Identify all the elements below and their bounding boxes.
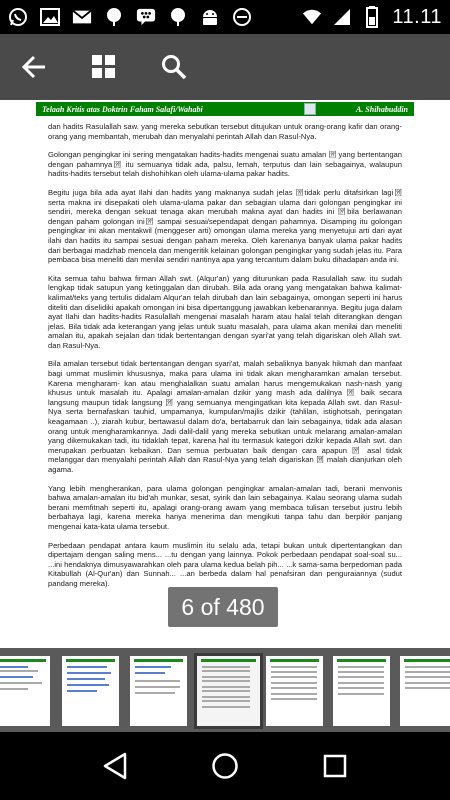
page-thumbnail[interactable] [130,656,187,726]
paragraph: Golongan pengingkar ini sering mengatakan hadits-hadits mengenai suatu amalan 圀 yang bertentangan dengan pahamnya圀 itu semuanya tidak ada, palsu, lemah, terputus dan lain sebagainya, walaupun hadits-hadits tersebut telah dishohihkan oleh ulama-ulama pakar hadits. [48,150,402,179]
grid-view-icon[interactable] [88,51,120,83]
bbm-icon [136,7,156,27]
toolbar [0,34,450,100]
wifi-icon [302,7,322,27]
home-circle-icon[interactable] [205,746,245,786]
paragraph: Begitu juga bila ada ayat Ilahi dan hadits yang maknanya sudah jelas 圀tidak perlu ditafsirkan lagi圀 serta makna ini disepakati oleh ulama-ulama pakar dan sebagian ulama dari golongan pengingkar ini sendiri, mereka dengan sekuat tenaga akan merubah makna ayat dan hadits ini 圀bila berlawanan dengan paham golongan ini圀 sampai sesuai/sependapat dengan pahamnya. Disamping itu golongan pengingkar ini akan mentakwil (menggeser arti) omongan ulama mereka yang menyetujui arti dari ayat ilahi dan hadits itu sampai sesuai dengan paham mereka. Oleh karenanya banyak ulama pakar hadits dari berbagai madzhab mencela dan mengeritik kelainan golongan pengingkar yang sudah jelas itu. Para pembaca bisa meneliti dan menilai sendiri nantinya apa yang tercantum dalam buku dihadapan anda ini. [48,187,402,265]
android-icon [200,7,220,27]
signal-icon [332,7,352,27]
no-disturb-icon [232,7,252,27]
page-body [48,122,402,598]
header-title: Telaah Kritis atas Doktrin Faham Salafi/Wahabi [42,104,203,114]
thumbnail-strip[interactable] [0,648,450,732]
page-thumbnail[interactable] [400,656,450,726]
paragraph: Kita semua tahu bahwa firman Allah swt. (Alqur'an) yang diturunkan pada Rasulallah saw. itu sudah lengkap tidak satupun yang ketinggalan dan dirubah. Bila ada orang yang mengatakan bahwa kalimat-kalimat/teks yang tertulis didalam Alqur'an telah dirubah dan lain sebagainya, omongan seperti ini harus diteliti dan diselidiki apakah omongan ini bisa dipertanggung jawabkan kebenarannya. Begitu juga dalam ayat Ilahi dan hadits-hadits Rasulallah mengenai masalah haram atau halal telah diterangkan dengan jelas. Bila tidak ada keterangan yang jelas untuk suatu masalah, para ulama akan menilai dan meneliti amalan itu, apakah sejalan dan tidak bertentangan dengan syari'at yang telah digariskan oleh Allah swt. dan Rasul-Nya. [48,273,402,350]
page-indicator: 6 of 480 [168,587,278,627]
recents-square-icon[interactable] [315,746,355,786]
page-thumbnail[interactable] [333,656,390,726]
header-logo-icon [304,103,316,115]
paragraph: Yang lebih mengherankan, para ulama golongan pengingkar amalan-amalan tadi, berani menvonis bahwa amalan-amalan itu bid'ah munkar, sesat, syirik dan lain sebagainya. Kalau seorang ulama sudah berani memfitnah seperti itu, apalagi orang-orang awam yang membaca tulisan tersebut justru lebih berbahaya lagi, karena mereka hanya menerima dan mengikuti tanpa tahu dan berpikir panjang mengenai kata-kata ulama tersebut. [48,483,402,531]
page-thumbnail[interactable] [62,656,119,726]
image-icon [40,7,60,27]
page-thumbnail[interactable] [266,656,323,726]
paragraph: Perbedaan pendapat antara kaum muslimin itu selalu ada, tetapi bukan untuk dipertentangkan dan dipertajam dengan saling mens... ...tu dengan yang lainnya. Pokok perbedaan pendapat soal-soal su... ...ini hendaknya dimusyawarahkan oleh para ulama kedua belah pih... ...k sama-sama berpedoman pada Kitabullah (Al-Qur'an) dan Sunnah... ...an berbeda dalam hal penafsiran dan penguraiannya (sudut pandang mereka). [48,540,402,588]
page-header [36,102,414,116]
back-triangle-icon[interactable] [95,746,135,786]
clock: 11.11 [392,5,442,28]
paragraph: Bila amalan tersebut tidak bertentangan dengan syari'at, malah sebaliknya banyak hikmah dan manfaat bagi ummat muslimin khususnya, maka para ulama ini tidak akan mengharamkan amalan tersebut. Karena mengharam- kan atau menghalalkan suatu amalan harus mengemukakan nash-nash yang khusus untuk masalah itu. Apalagi amalan-amalan dzikir yang mash ada dalilnya 圀 baik secara langsung maupun tidak langsung 圀 yang semuanya mengingatkan kita kepada Allah swt. dan Rasul-Nya serta bernafaskan tauhid, umpamanya, kumpulan/majlis dzikir (tahlilan, istighotsah, peringatan keagamaan ..), ziarah kubur, bertawasul dalam do'a, bertabarruk dan lain sebagainya, tidak ada alasan orang untuk mengharamkannya. Jadi dalil-dalil yang mereka sebutkan untuk melarang amalan-amalan yang dikemukakan tadi, itu tidaklah tepat, karena hal itu termasuk kategori dzikir kepada Allah swt. dan merupakan perbuatan kebaikan. Dan semua perbuatan baik dengan cara apapun 圀 asal tidak melanggar dan menyalahi perintah Allah dan Rasul-Nya yang telah digariskan 圀 malah dianjurkan oleh agama. [48,359,402,474]
page-thumbnail-current[interactable] [197,656,260,726]
cloud-upload-icon [168,7,188,27]
header-author: A. Shihabuddin [355,104,408,114]
page-thumbnail[interactable] [0,656,50,726]
document-page[interactable] [0,100,450,648]
navigation-bar [0,732,450,800]
status-bar [0,0,450,34]
search-icon[interactable] [158,51,190,83]
back-arrow-icon[interactable] [18,51,50,83]
gmail-icon [72,7,92,27]
cloud-upload-icon [104,7,124,27]
whatsapp-icon [8,7,28,27]
battery-icon [362,7,382,27]
paragraph: dan hadits Rasulallah saw. yang mereka sebutkan tersebut ditujukan untuk orang-orang kafir dan orang-orang yang membantah, merubah dan menyalahi perintah Allah dan Rasul-Nya. [48,122,402,141]
